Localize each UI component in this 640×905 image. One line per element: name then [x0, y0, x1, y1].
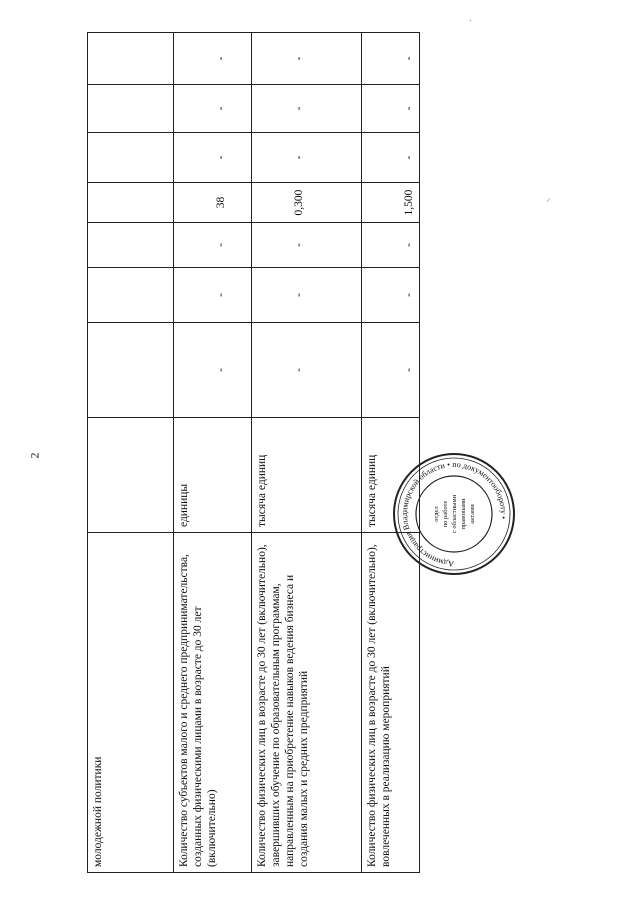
- table-cell: [88, 85, 174, 133]
- rotated-table-frame: [87, 33, 415, 873]
- table-cell: [88, 268, 174, 323]
- value-cell: -: [362, 323, 420, 418]
- indicator-table: [87, 32, 420, 873]
- value-cell: -: [362, 33, 420, 85]
- value-cell: -: [174, 85, 252, 133]
- value-cell: -: [174, 133, 252, 183]
- value-cell: -: [174, 33, 252, 85]
- value-cell: 0,300: [252, 183, 362, 223]
- table-cell: [88, 33, 174, 85]
- value-cell: -: [174, 223, 252, 268]
- table-cell: [88, 133, 174, 183]
- table-cell: [88, 323, 174, 418]
- table-cell: [88, 223, 174, 268]
- scan-speck: ·: [469, 16, 473, 27]
- table-row: [252, 33, 362, 873]
- scan-speck: ⸝: [546, 193, 551, 204]
- seal-center-line: с областными: [451, 494, 458, 534]
- value-cell: -: [252, 268, 362, 323]
- header-cell: молодежной политики: [88, 533, 174, 873]
- indicator-cell: Количество физических лиц в возрасте до 30 лет (включительно), завершивших обучение по образовательным программам, направленным на приобретение навыков ведения бизнеса и создания малых и средних предприятий: [252, 533, 362, 873]
- indicator-cell: Количество физических лиц в возрасте до 30 лет (включительно), вовлеченных в реализацию мероприятий: [362, 533, 420, 873]
- unit-cell: тысяча единиц: [252, 418, 362, 533]
- indicator-cell: Количество субъектов малого и среднего предпринимательства, созданных физическими лицами в возрасте до 30 лет (включительно): [174, 533, 252, 873]
- value-cell: -: [362, 268, 420, 323]
- value-cell: -: [252, 33, 362, 85]
- official-seal-icon: [390, 450, 518, 578]
- value-cell: 38: [174, 183, 252, 223]
- unit-cell: единицы: [174, 418, 252, 533]
- table-cell: [88, 418, 174, 533]
- value-cell: -: [252, 223, 362, 268]
- value-cell: -: [174, 323, 252, 418]
- document-table-container: [87, 33, 415, 873]
- table-cell: [88, 183, 174, 223]
- seal-center-line: правовыми: [460, 498, 467, 530]
- seal-center-line: актами: [469, 504, 476, 524]
- page-number: 2: [27, 452, 42, 459]
- seal-center-line: по работе: [442, 500, 449, 528]
- seal-center-line: отдел: [433, 506, 440, 522]
- value-cell: 1,500: [362, 183, 420, 223]
- table-row: [88, 33, 174, 873]
- value-cell: -: [174, 268, 252, 323]
- table-row: [174, 33, 252, 873]
- value-cell: -: [362, 223, 420, 268]
- value-cell: -: [252, 323, 362, 418]
- value-cell: -: [362, 133, 420, 183]
- value-cell: -: [252, 133, 362, 183]
- value-cell: -: [252, 85, 362, 133]
- unit-cell: тысяча единиц: [362, 418, 420, 533]
- seal-ring-textpath: Администрация Владимирской области • по документообороту •: [399, 459, 509, 569]
- value-cell: -: [362, 85, 420, 133]
